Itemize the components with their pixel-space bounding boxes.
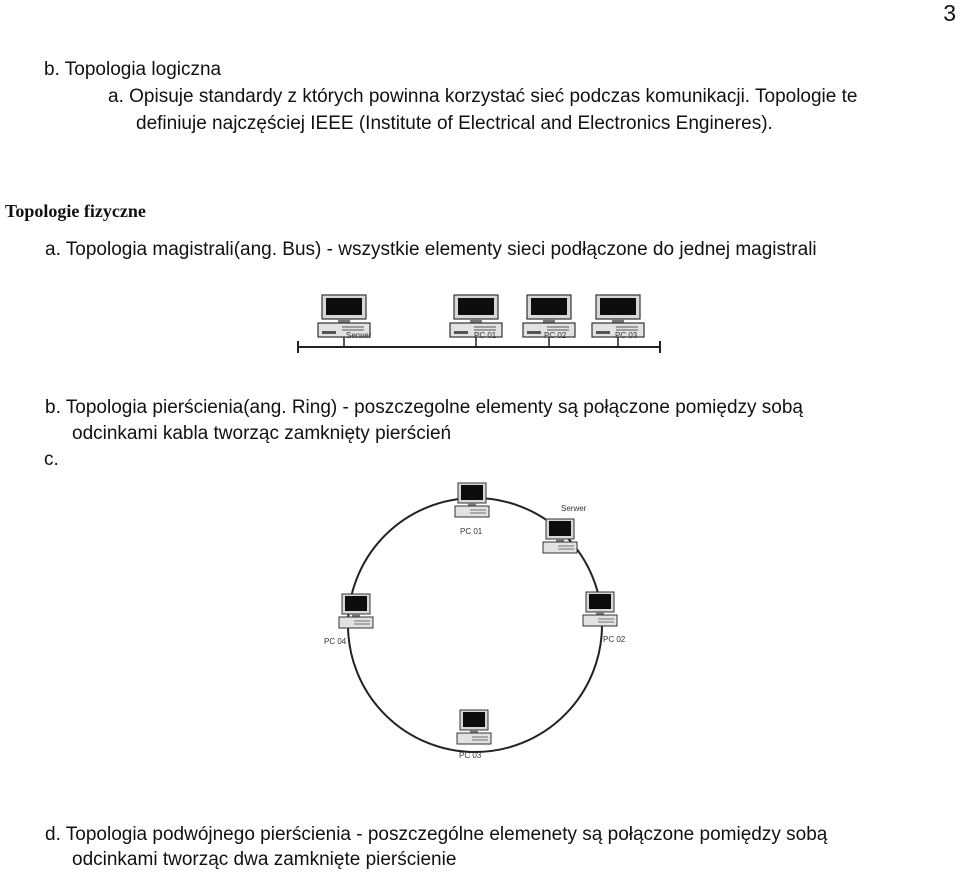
double-ring-topology-line-2: odcinkami tworząc dwa zamknięte pierścienie <box>72 849 457 870</box>
logical-topology-line-1: a. Opisuje standardy z których powinna korzystać sieć podczas komunikacji. Topologie te <box>108 86 858 107</box>
bus-node-label: PC 01 <box>474 331 497 340</box>
ring-node-pc01 <box>455 483 489 536</box>
ring-node-label: Serwer <box>561 504 587 513</box>
ring-node-pc02 <box>583 592 626 644</box>
logical-topology-heading: b. Topologia logiczna <box>44 59 222 80</box>
bus-node-label: PC 02 <box>544 331 567 340</box>
ring-node-label: PC 01 <box>460 527 483 536</box>
bus-node-pc02 <box>523 295 575 347</box>
double-ring-topology-line-1: d. Topologia podwójnego pierścienia - poszczególne elemenety są połączone pomiędzy sobą <box>45 824 828 845</box>
bus-topology-diagram <box>290 285 670 360</box>
page-number: 3 <box>943 0 956 26</box>
ring-node-label: PC 04 <box>324 637 347 646</box>
ring-topology-diagram <box>315 475 645 775</box>
bus-topology-text: a. Topologia magistrali(ang. Bus) - wszystkie elementy sieci podłączone do jednej magistrali <box>45 239 817 260</box>
ring-topology-line-1: b. Topologia pierścienia(ang. Ring) - poszczegolne elementy są połączone pomiędzy sobą <box>45 397 803 418</box>
bus-node-pc03 <box>592 295 644 347</box>
ring-topology-line-2: odcinkami kabla tworząc zamknięty pierścień <box>72 423 452 444</box>
bus-node-pc01 <box>450 295 502 347</box>
bus-node-label: PC 03 <box>615 331 638 340</box>
bus-node-label: Serwer <box>346 331 372 340</box>
ring-node-label: PC 02 <box>603 635 626 644</box>
logical-topology-line-2: definiuje najczęściej IEEE (Institute of Electrical and Electronics Engineres). <box>136 113 773 134</box>
item-c-label: c. <box>44 449 59 470</box>
physical-topologies-heading: Topologie fizyczne <box>5 201 146 221</box>
ring-node-serwer <box>543 504 587 553</box>
bus-node-serwer <box>318 295 372 347</box>
ring-node-label: PC 03 <box>459 751 482 760</box>
